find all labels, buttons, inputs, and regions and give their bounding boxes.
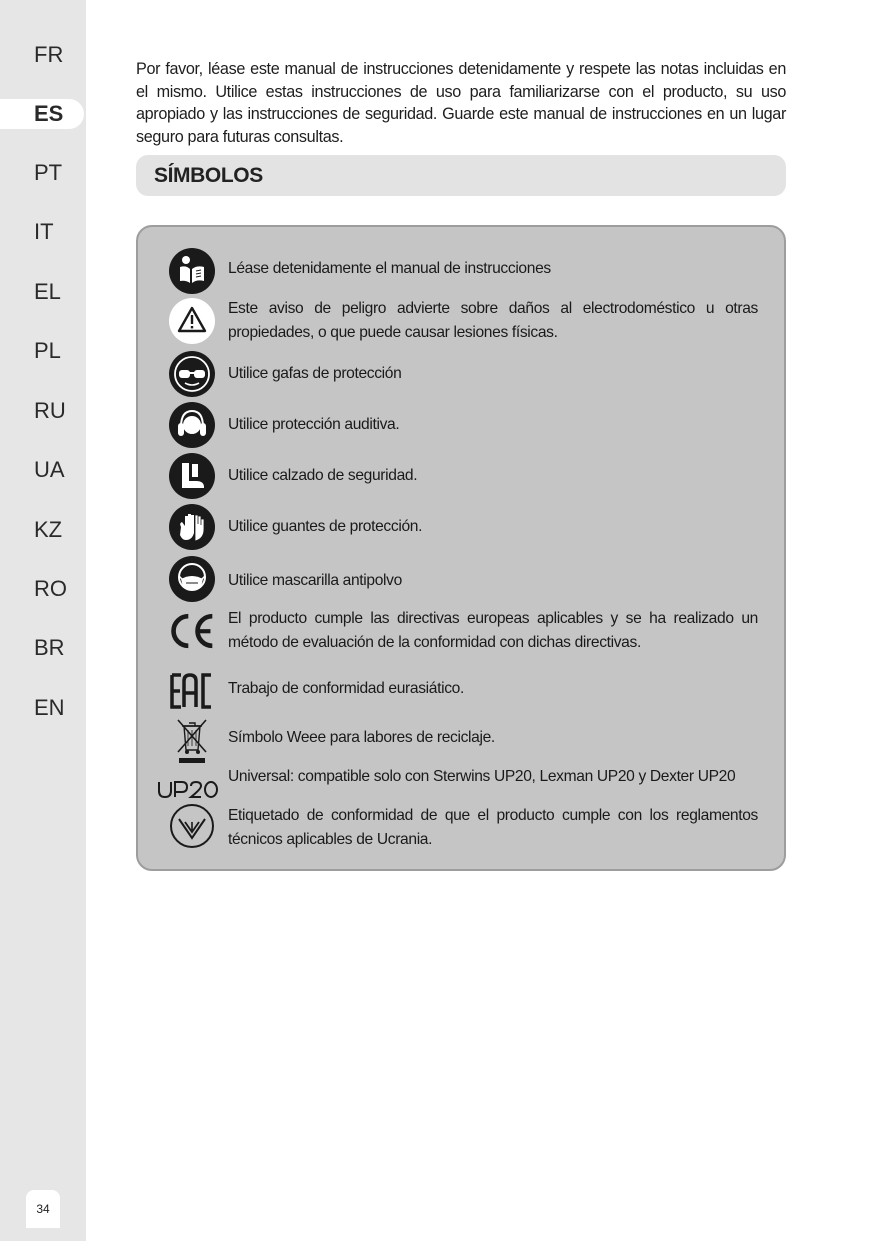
dust-mask-icon bbox=[168, 555, 216, 603]
lang-tab-kz[interactable]: KZ bbox=[34, 517, 63, 542]
safety-boots-icon bbox=[168, 452, 216, 500]
symbol-text: Léase detenidamente el manual de instrucciones bbox=[228, 260, 551, 277]
symbol-text: Etiquetado de conformidad de que el producto cumple con los reglamentos técnicos aplicables de Ucrania. bbox=[228, 807, 758, 848]
lang-tab-pt[interactable]: PT bbox=[34, 160, 63, 185]
symbols-panel bbox=[136, 225, 786, 871]
lang-tab-it[interactable]: IT bbox=[34, 219, 54, 244]
lang-tab-en[interactable]: EN bbox=[34, 695, 65, 720]
ce-mark-icon bbox=[168, 607, 216, 655]
ukrainian-conformity-icon bbox=[168, 802, 216, 850]
lang-tab-ru[interactable]: RU bbox=[34, 398, 66, 423]
section-header bbox=[136, 155, 786, 196]
section-title: SÍMBOLOS bbox=[154, 164, 263, 187]
lang-tab-es[interactable]: ES bbox=[0, 99, 84, 129]
lang-tab-pl[interactable]: PL bbox=[34, 338, 61, 363]
language-sidebar bbox=[0, 0, 86, 1241]
page-number: 34 bbox=[26, 1190, 60, 1228]
symbol-text: Utilice mascarilla antipolvo bbox=[228, 572, 402, 589]
lang-tab-ua[interactable]: UA bbox=[34, 457, 65, 482]
symbol-text: Universal: compatible solo con Sterwins UP20, Lexman UP20 y Dexter UP20 bbox=[228, 768, 736, 785]
warning-triangle-icon bbox=[168, 297, 216, 345]
lang-tab-el[interactable]: EL bbox=[34, 279, 61, 304]
safety-goggles-icon bbox=[168, 350, 216, 398]
symbol-text: Utilice calzado de seguridad. bbox=[228, 467, 418, 484]
intro-paragraph: Por favor, léase este manual de instrucciones detenidamente y respete las notas incluidas en el mismo. Utilice estas instrucciones de uso para familiarizarse con el producto, su uso apropiado y las instrucciones de seguridad. Guarde este manual de instrucciones en un lugar seguro para futuras consultas. bbox=[136, 60, 786, 146]
protective-gloves-icon bbox=[168, 503, 216, 551]
lang-tab-br[interactable]: BR bbox=[34, 635, 65, 660]
lang-tab-fr[interactable]: FR bbox=[34, 42, 64, 67]
symbol-text: Utilice protección auditiva. bbox=[228, 416, 400, 433]
symbol-text: Utilice guantes de protección. bbox=[228, 518, 423, 535]
symbol-text: Este aviso de peligro advierte sobre daños al electrodoméstico u otras propiedades, o que puede causar lesiones físicas. bbox=[228, 300, 758, 341]
symbol-text: Trabajo de conformidad eurasiático. bbox=[228, 680, 464, 697]
ear-protection-icon bbox=[168, 401, 216, 449]
read-manual-icon bbox=[168, 247, 216, 295]
eac-mark-icon bbox=[168, 667, 216, 715]
symbol-text: El producto cumple las directivas europeas aplicables y se ha realizado un método de evaluación de la conformidad con dichas directivas. bbox=[228, 610, 758, 651]
symbol-text: Utilice gafas de protección bbox=[228, 365, 402, 382]
weee-bin-icon bbox=[168, 716, 216, 764]
symbol-text: Símbolo Weee para labores de reciclaje. bbox=[228, 729, 495, 746]
lang-tab-ro[interactable]: RO bbox=[34, 576, 67, 601]
